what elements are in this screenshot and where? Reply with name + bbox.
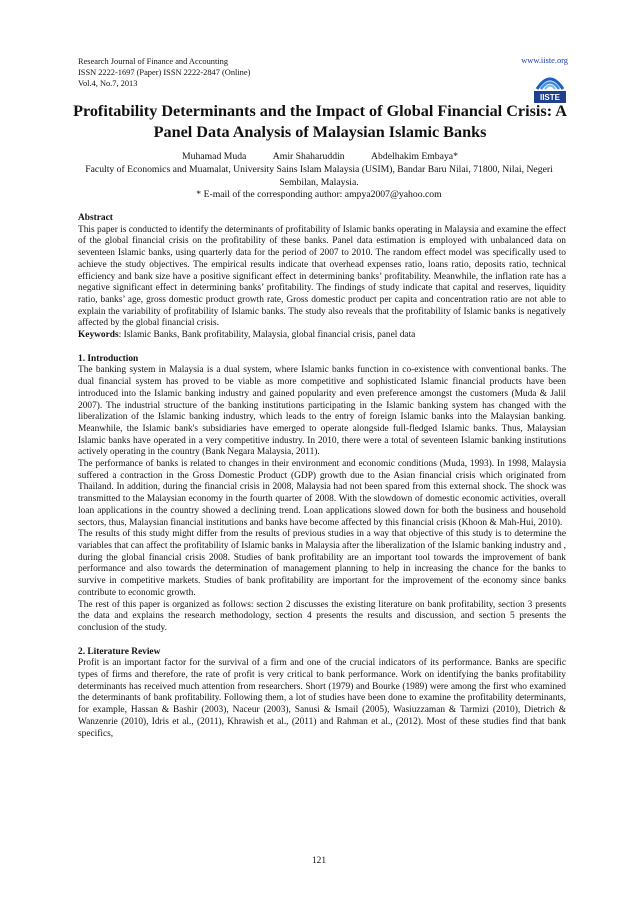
journal-issn: ISSN 2222-1697 (Paper) ISSN 2222-2847 (Online) xyxy=(78,68,251,77)
iiste-logo-icon xyxy=(532,67,568,105)
paragraph: The banking system in Malaysia is a dual system, where Islamic banks function in co-existence with conventional banks. The dual financial system has proved to be viable as more competitive and sophisticated Islamic financial products have been introduced into the Islamic banking industry and gained popularity and even preference amongst the customers (Muda & Jalil 2007). The industrial structure of the banking institutions participating in the Islamic banking system has changed with the liberalization of the Islamic banking industry, which leads to the entry of foreign Islamic banks into the Malaysian banking. Meanwhile, the Islamic bank's subsidiaries have emerged to operate alongside full-fledged Islamic banks. Thus, Malaysian Islamic banks have operated in a very competitive industry. In 2010, there were a total of seventeen Islamic banking institutions actively operating in the country (Bank Negara Malaysia, 2011). xyxy=(78,365,566,458)
paper-title: Profitability Determinants and the Impact of Global Financial Crisis: A Panel Data Analysis of Malaysian Islamic Banks xyxy=(73,102,567,141)
keywords-label: Keywords xyxy=(78,330,119,341)
journal-volume: Vol.4, No.7, 2013 xyxy=(78,79,138,88)
paragraph: Profit is an important factor for the survival of a firm and one of the crucial indicators of its performance. Banks are specific types of firms and therefore, the rate of profit is very critical to bank performance. Work on identifying the banks profitability determinants has received much attention from researchers. Short (1979) and Bourke (1989) were among the first who examined the determinants of bank profitability. Following them, a lot of studies have been done to examine the profitability determinants, for example, Hassan & Bashir (2003), Naceur (2003), Sanusi & Ismail (2005), Wasiuzzaman & Tarmizi (2010), Dietrich & Wanzenrie (2010), Idris et al., (2011), Khrawish et al., (2011) and Rahman et al., (2012). Most of these studies find that bank specifics, xyxy=(78,658,566,739)
paper-body xyxy=(78,213,566,740)
page-number: 121 xyxy=(311,856,327,866)
corresponding-email: * E-mail of the corresponding author: ampya2007@yahoo.com xyxy=(196,189,442,200)
section-heading: 1. Introduction xyxy=(78,353,139,364)
keywords-line xyxy=(78,330,566,342)
logo-text: IISTE xyxy=(539,93,561,102)
journal-header xyxy=(78,56,568,100)
affiliation-block xyxy=(65,164,573,202)
paragraph: The rest of this paper is organized as follows: section 2 discusses the existing literature on bank profitability, section 3 presents the data and explains the research methodology, section 4 presents the results and discussion, and section 5 presents the conclusion of the study. xyxy=(78,599,566,633)
author-list xyxy=(70,151,570,164)
abstract-heading: Abstract xyxy=(78,213,113,223)
abstract-text: This paper is conducted to identify the determinants of profitability of Islamic banks operating in Malaysia and examine the effect of the global financial crisis on the profitability of these banks. Panel data estimation is employed with unbalanced data on seventeen Islamic banks, using quarterly data for the period of 2007 to 2010. The random effect model was specifically used to achieve the study objectives. The empirical results indicate that overhead expenses ratio, loans ratio, deposits ratio, technical efficiency and bank size have a positive significant effect in determining banks’ profitability. Meanwhile, the inflation rate has a negative significant effect in determining banks’ profitability. The findings of study indicate that capital and reserves, liquidity ratio, banks’ age, gross domestic product growth rate, Gross domestic product per capita and concentration ratio are not able to explain the variability of profitability of Islamic banks. The study also reveals that the profitability of Islamic banks is negatively affected by the global financial crisis. xyxy=(78,224,566,329)
journal-url-link[interactable]: www.iiste.org xyxy=(521,56,568,65)
keywords-text: : Islamic Banks, Bank profitability, Malaysia, global financial crisis, panel data xyxy=(118,330,416,341)
journal-name: Research Journal of Finance and Accounting xyxy=(78,57,229,66)
paragraph: The performance of banks is related to changes in their environment and economic conditions (Muda, 1993). In 1998, Malaysia suffered a contraction in the Gross Domestic Product (GDP) growth due to the Asian financial crisis which originated from Thailand. In addition, during the financial crisis in 2008, Malaysia had not been spared from this external shock. The shock was transmitted to the Malaysian economy in the fourth quarter of 2008. With the slowdown of domestic economic activities, overall loan applications in the country showed a declining trend. Loan applications slowed down for both the business and household sectors, thus, Malaysian financial institutions and banks have become affected by this financial crisis (Khoon & Mah-Hui, 2010). xyxy=(78,459,566,528)
affiliation: Faculty of Economics and Muamalat, University Sains Islam Malaysia (USIM), Bandar Baru Nilai, 71800, Nilai, Negeri Sembilan, Malaysia. xyxy=(85,164,553,188)
author-name: Muhamad Muda xyxy=(182,151,247,162)
author-name: Amir Shaharuddin xyxy=(272,151,345,162)
paragraph: The results of this study might differ from the results of previous studies in a way that objective of this study is to determine the variables that can affect the profitability of Islamic banks in Malaysia after the liberalization of the Islamic banking industry and , during the global financial crisis 2008. Studies of bank profitability are an important tool towards the improvement of bank performance and also towards the determination of management planning to help in increasing the chance for the banks to survive in competitive markets. Studies of bank profitability are important for the improvement of the economy since banks contribute to economic growth. xyxy=(78,529,566,598)
author-name: Abdelhakim Embaya* xyxy=(371,151,458,162)
section-heading: 2. Literature Review xyxy=(78,646,161,657)
